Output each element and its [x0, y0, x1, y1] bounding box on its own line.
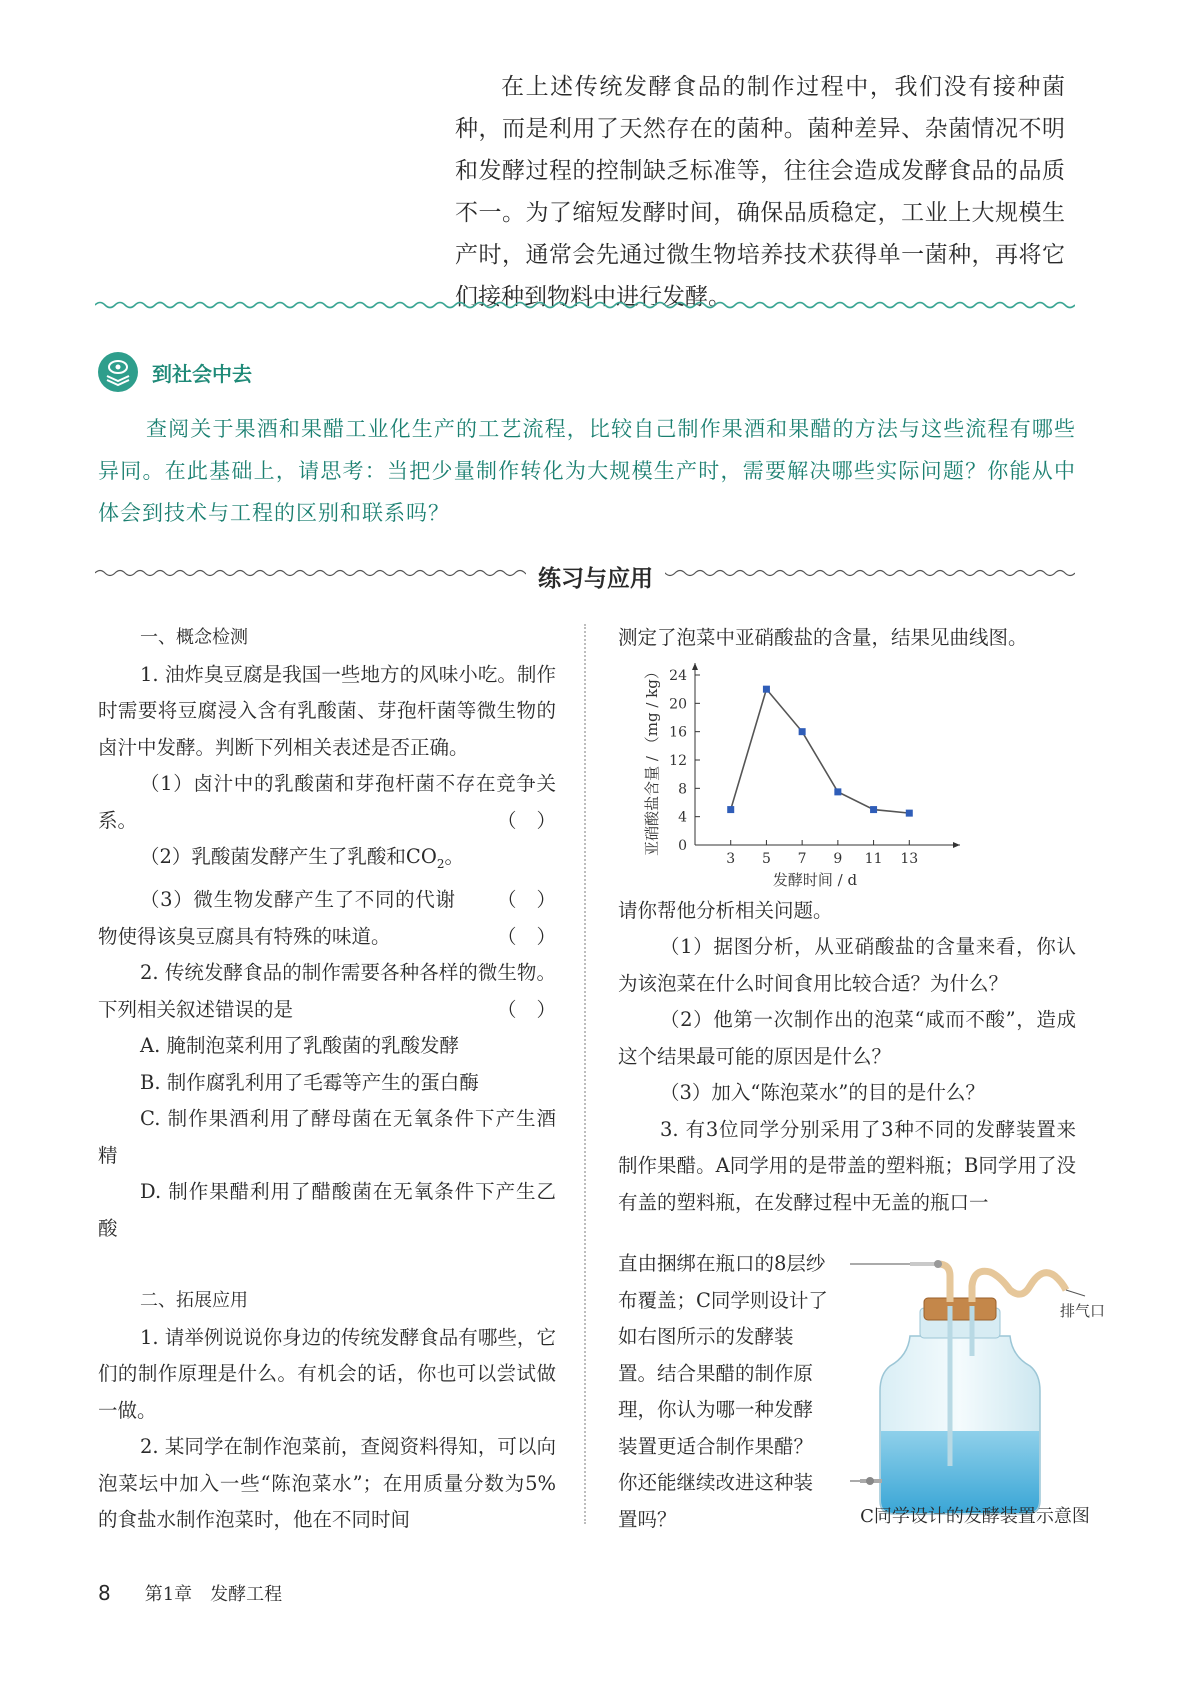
- page-number: 8: [98, 1581, 111, 1605]
- extension-question-3: 3. 有3位同学分别采用了3种不同的发酵装置来制作果醋。A同学用的是带盖的塑料瓶；B同学用了没有盖的塑料瓶，在发酵过程中无盖的瓶口一: [618, 1117, 1076, 1214]
- chapter-label: 第1章 发酵工程: [144, 1584, 283, 1605]
- fermentation-apparatus-illustration: [850, 1246, 1120, 1536]
- society-header: [98, 352, 252, 392]
- question-2-stem: 2. 传统发酵食品的制作需要各种各样的微生物。下列相关叙述错误的是 （）: [98, 955, 556, 1028]
- x-tick-label: 13: [900, 851, 919, 867]
- extension-question-2-sub-2: （2）他第一次制作出的泡菜“咸而不酸”，造成这个结果最可能的原因是什么？: [618, 1008, 1076, 1068]
- answer-paren: （）: [496, 924, 576, 948]
- extension-question-2-ask: 请你帮他分析相关问题。: [618, 898, 833, 922]
- x-axis-arrow: [953, 842, 960, 848]
- extension-question-2: 2. 某同学在制作泡菜前，查阅资料得知，可以向泡菜坛中加入一些“陈泡菜水”；在用质量分数为5%的食盐水制作泡菜时，他在不同时间: [98, 1435, 556, 1532]
- extension-question-3-wrap: [618, 1246, 828, 1538]
- spacer: [98, 1247, 556, 1283]
- extension-question-2-sub-3: （3）加入“陈泡菜水”的目的是什么？: [660, 1081, 985, 1104]
- question-1-stem: 1. 油炸臭豆腐是我国一些地方的风味小吃。制作时需要将豆腐浸入含有乳酸菌、芽孢杆菌等微生物的卤汁中发酵。判断下列相关表述是否正确。: [98, 662, 556, 759]
- series-line: [731, 689, 910, 813]
- data-point: [870, 806, 877, 813]
- question-2-option-b: B. 制作腐乳利用了毛霉等产生的蛋白酶: [140, 1070, 479, 1094]
- extension-question-2-sub-1: （1）据图分析，从亚硝酸盐的含量来看，你认为该泡菜在什么时间食用比较合适？为什么？: [618, 935, 1076, 995]
- y-axis-label: 亚硝酸盐含量 / （mg / kg）: [643, 664, 661, 856]
- data-point: [799, 728, 806, 735]
- extension-question-2-cont: 测定了泡菜中亚硝酸盐的含量，结果见曲线图。: [618, 626, 1028, 649]
- x-tick-label: 7: [797, 851, 807, 867]
- practice-title: 练习与应用: [526, 566, 665, 592]
- section-concept-check: 一、概念检测: [140, 627, 248, 648]
- y-tick-label: 16: [669, 724, 687, 741]
- nitrite-line-chart: [640, 660, 1000, 900]
- society-badge-icon: [98, 352, 138, 392]
- wavy-divider-top: [95, 298, 1075, 312]
- page-footer: [98, 1580, 282, 1606]
- extension-question-1: 1. 请举例说说你身边的传统发酵食品有哪些，它们的制作原理是什么。有机会的话，你也可以尝试做一做。: [98, 1325, 556, 1422]
- x-tick-label: 9: [833, 851, 843, 867]
- question-1-item-1: （1）卤汁中的乳酸菌和芽孢杆菌不存在竞争关系。 （）: [98, 766, 556, 839]
- x-tick-label: 5: [761, 851, 771, 867]
- y-tick-label: 20: [669, 696, 687, 713]
- question-1-item-3: （3）微生物发酵产生了不同的代谢物使得该臭豆腐具有特殊的味道。 （）: [98, 882, 556, 955]
- y-tick-label: 4: [678, 809, 687, 826]
- left-column: [98, 620, 576, 1539]
- column-divider: [584, 624, 586, 1524]
- question-2-option-a: A. 腌制泡菜利用了乳酸菌的乳酸发酵: [140, 1034, 459, 1058]
- question-2-option-d: D. 制作果醋利用了醋酸菌在无氧条件下产生乙酸: [98, 1180, 556, 1240]
- intro-section: [455, 66, 1065, 318]
- answer-paren: （）: [496, 997, 576, 1021]
- x-tick-label: 3: [726, 851, 736, 867]
- label-exhaust: 排气口: [1060, 1302, 1106, 1320]
- answer-paren: （）: [496, 888, 576, 912]
- y-tick-label: 24: [669, 668, 687, 684]
- x-tick-label: 11: [864, 851, 883, 867]
- y-axis-arrow: [692, 663, 698, 670]
- practice-heading: [0, 560, 1191, 593]
- data-point: [763, 686, 770, 693]
- question-1-item-2: （2）乳酸菌发酵产生了乳酸和$CO_2$。 （）: [98, 839, 556, 882]
- y-tick-label: 8: [678, 781, 687, 798]
- data-point: [906, 810, 913, 817]
- y-tick-label: 12: [669, 753, 687, 769]
- question-2-option-c: C. 制作果酒利用了酵母菌在无氧条件下产生酒精: [98, 1107, 556, 1167]
- society-body: [98, 408, 1076, 534]
- society-text: 查阅关于果酒和果醋工业化生产的工艺流程，比较自己制作果酒和果醋的方法与这些流程有哪些异同。在此基础上，请思考：当把少量制作转化为大规模生产时，需要解决哪些实际问题？你能从中体会到技术与工程的区别和联系吗？: [98, 417, 1076, 525]
- society-title: 到社会中去: [152, 361, 252, 386]
- extension-question-3-wrap-text: 直由捆绑在瓶口的8层纱布覆盖；C同学则设计了如右图所示的发酵装置。结合果醋的制作原理，你认为哪一种发酵装置更适合制作果醋？你还能继续改进这种装置吗？: [618, 1252, 828, 1531]
- data-point: [834, 788, 841, 795]
- intro-paragraph: 在上述传统发酵食品的制作过程中，我们没有接种菌种，而是利用了天然存在的菌种。菌种差异、杂菌情况不明和发酵过程的控制缺乏标准等，往往会造成发酵食品的品质不一。为了缩短发酵时间，确保品质稳定，工业上大规模生产时，通常会先通过微生物培养技术获得单一菌种，再将它们接种到物料中进行发酵。: [455, 74, 1065, 310]
- y-tick-label: 0: [678, 838, 687, 854]
- apparatus-caption: C同学设计的发酵装置示意图: [860, 1506, 1090, 1527]
- data-point: [727, 806, 734, 813]
- section-extension: 二、拓展应用: [140, 1290, 248, 1312]
- x-axis-label: 发酵时间 / d: [772, 871, 858, 889]
- answer-paren: （）: [496, 808, 576, 832]
